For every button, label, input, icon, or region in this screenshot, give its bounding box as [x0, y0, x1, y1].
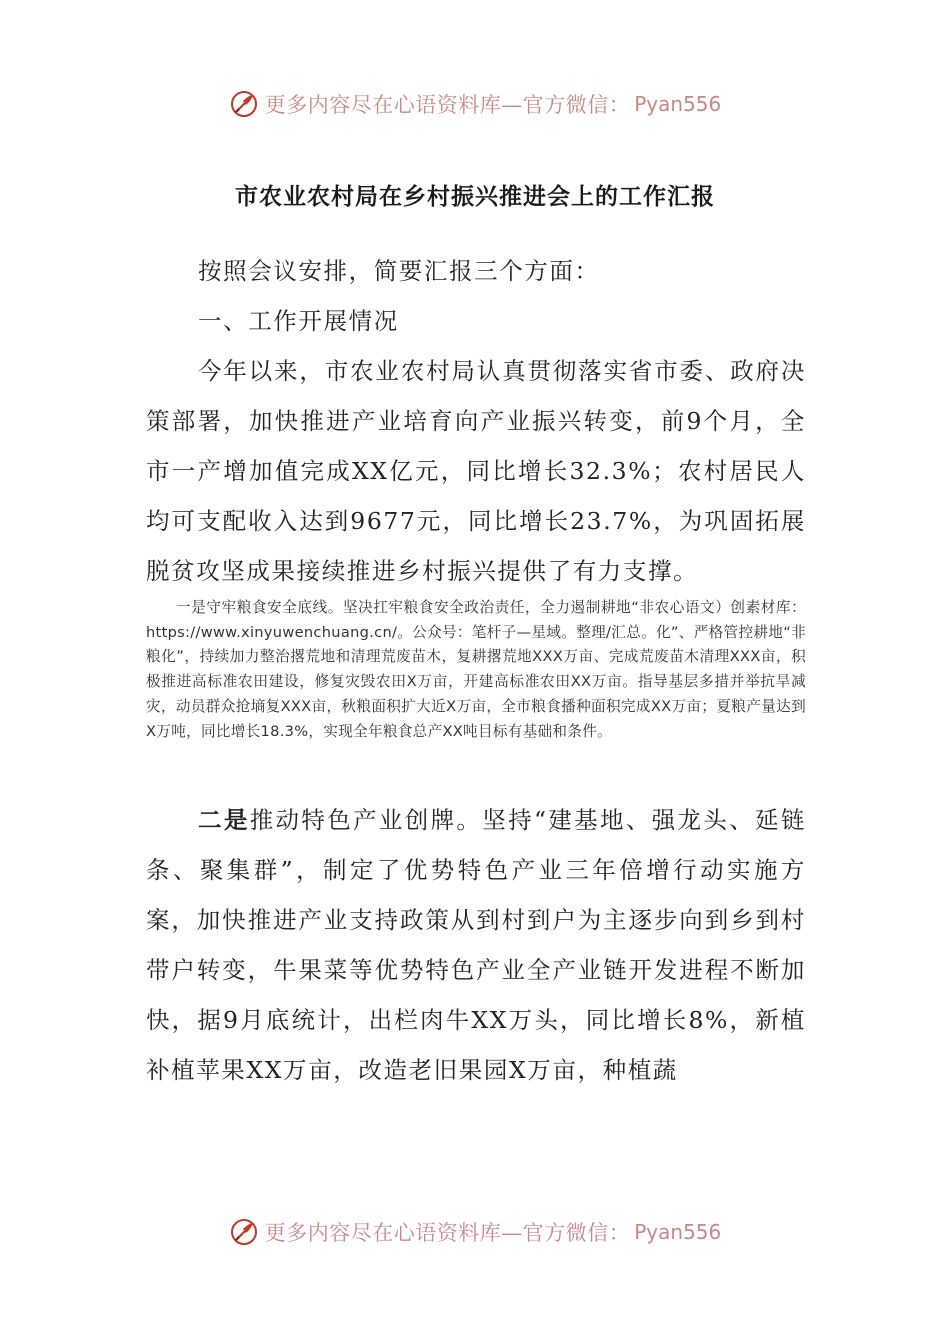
watermark-header: [0, 84, 950, 124]
point2-text: 推动特色产业创牌。坚持“建基地、强龙头、延链条、聚集群”，制定了优势特色产业三年倍增行动实施方案，加快推进产业支持政策从到村到户为主逐步向到乡到村带户转变，牛果菜等优势特色产业全产业链开发进程不断加快，据9月底统计，出栏肉牛XX万头，同比增长8%，新植补植苹果XX万亩，改造老旧果园X万亩，种植蔬: [146, 806, 806, 1084]
document-body-upper: [146, 246, 806, 596]
section1-paragraph: 今年以来，市农业农村局认真贯彻落实省市委、政府决策部署，加快推进产业培育向产业振兴转变，前9个月，全市一产增加值完成XX亿元，同比增长32.3%；农村居民人均可支配收入达到9677元，同比增长23.7%，为巩固拓展脱贫攻坚成果接续推进乡村振兴提供了有力支撑。: [146, 357, 806, 585]
document-title: 市农业农村局在乡村振兴推进会上的工作汇报: [235, 183, 715, 210]
document-body-lower: [146, 795, 806, 1095]
point1-paragraph: 一是守牢粮食安全底线。坚决扛牢粮食安全政治责任，全力遏制耕地“非农心语文）创素材库：https://www.xinyuwenchuang.cn/。公众号：笔杆子—星域。整理/汇总。化”、严格管控耕地“非粮化”，持续加力整治撂荒地和清理荒废苗木，复耕撂荒地XXX万亩、完成荒废苗木清理XXX亩，积极推进高标准农田建设，修复灾毁农田X万亩，开建高标准农田XX万亩。指导基层多措并举抗旱减灾，动员群众抢墒复XXX亩，秋粮面积扩大近X万亩，全市粮食播种面积完成XX万亩；夏粮产量达到X万吨，同比增长18.3%，实现全年粮食总产XX吨目标有基础和条件。: [146, 599, 806, 740]
point2-paragraph: [146, 795, 806, 1095]
watermark-footer: [0, 1212, 950, 1252]
quill-logo-icon: [229, 89, 259, 119]
quill-logo-icon: [229, 1217, 259, 1247]
point2-lead: 二是: [198, 806, 250, 834]
watermark-text: 更多内容尽在心语资料库—官方微信：: [264, 93, 631, 117]
watermark-text: 更多内容尽在心语资料库—官方微信：: [264, 1221, 631, 1245]
intro-paragraph: 按照会议安排，简要汇报三个方面：: [198, 257, 600, 285]
section1-heading: 一、工作开展情况: [198, 307, 399, 335]
watermark-wechat-id: Pyan556: [634, 1220, 722, 1244]
watermark-wechat-id: Pyan556: [634, 92, 722, 116]
